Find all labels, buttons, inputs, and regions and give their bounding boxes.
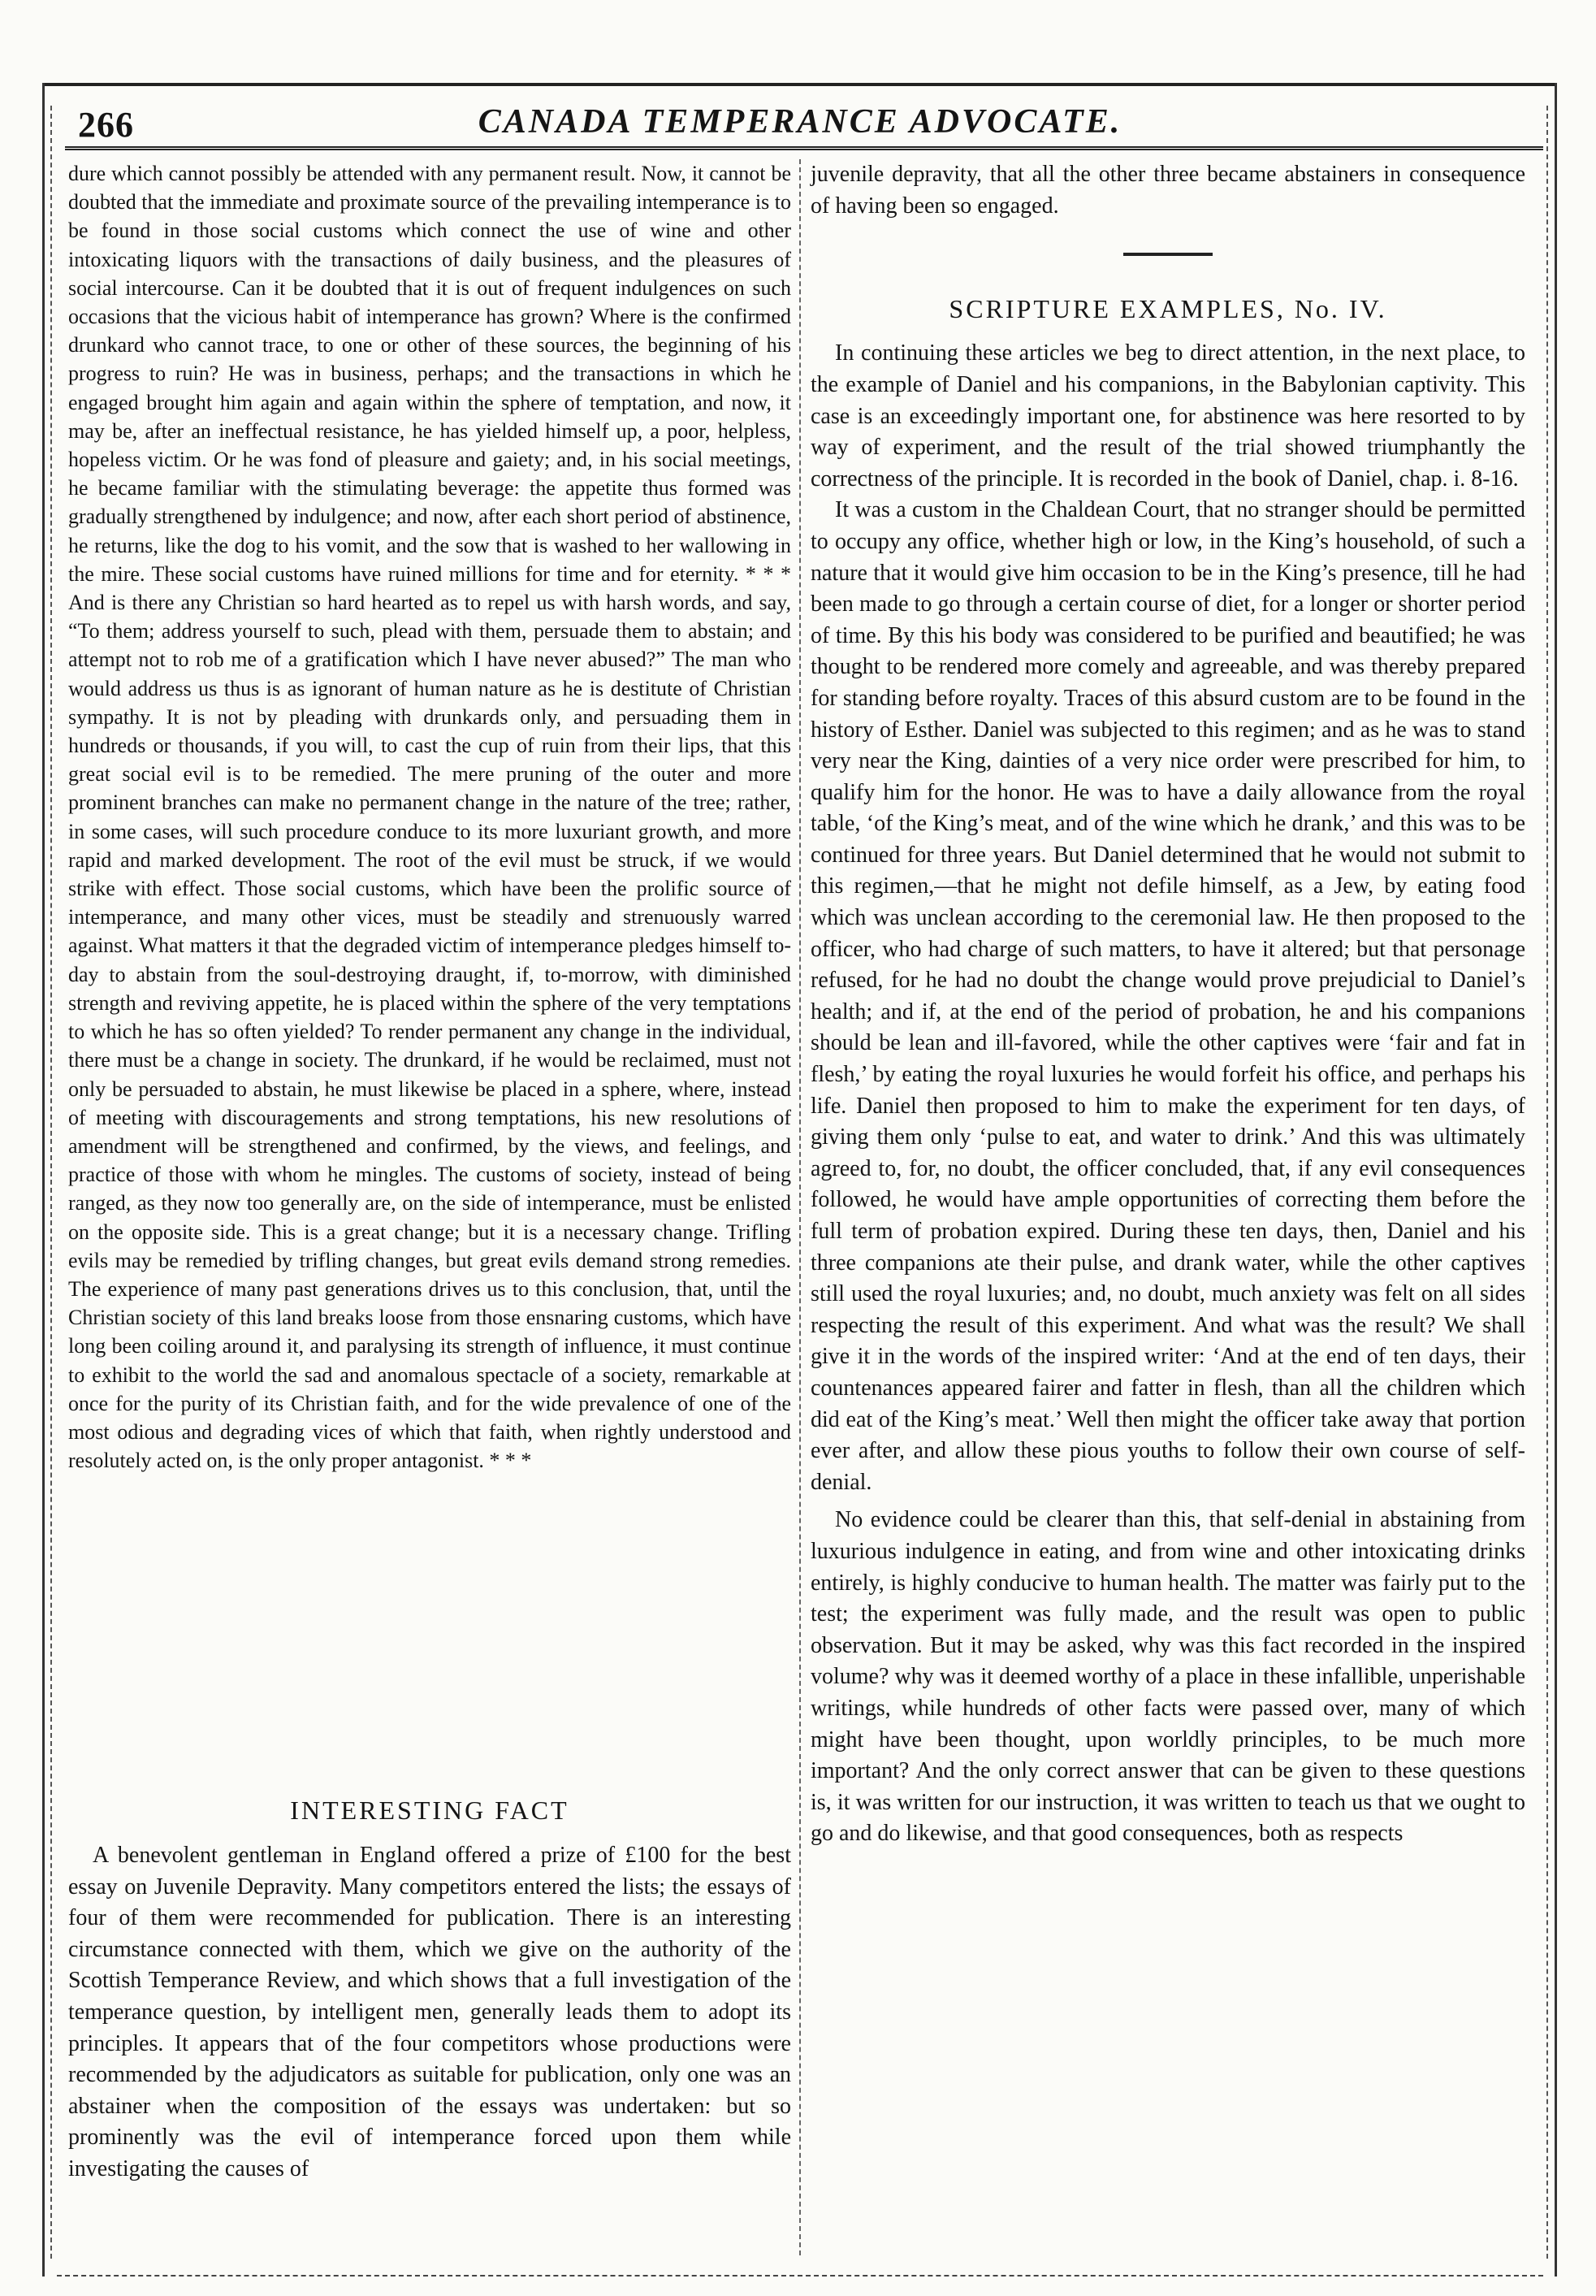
bottom-border-rule <box>57 2275 1543 2277</box>
scripture-paragraph-3: No evidence could be clearer than this, that self-denial in abstaining from luxurious indulgence in eating, and from wine and other intoxicating drinks entirely, is highly conducive to human health. The matter was fairly put to the test; the experiment was fully made, and the result was open to public observation. But it may be asked, why was this fact recorded in the inspired volume? why was it deemed worthy of a place in these infallible, unperishable writings, while hundreds of other facts were passed over, many of which might have been thought, upon worldly principles, to be much more important? And the only correct answer that can be given to these questions is, it was written for our instruction, it was written to teach us that we ought to go and do likewise, and that good consequences, both as respects <box>811 1507 1525 1847</box>
scripture-paragraph-1: In continuing these articles we beg to direct attention, in the next place, to the example of Daniel and his companions, in the Babylonian captivity. This case is an exceedingly important one, for abstinence was here resorted to by way of experiment, and the result of the trial showed triumphantly the correctness of the principle. It is recorded in the book of Daniel, chap. i. 8-16. <box>811 340 1525 492</box>
section-divider-rule <box>1123 253 1213 256</box>
masthead-title: CANADA TEMPERANCE ADVOCATE. <box>478 103 1122 141</box>
page-number: 266 <box>78 105 134 145</box>
page-header <box>65 96 1535 145</box>
right-border-rule <box>1555 83 1557 2277</box>
article-continued-text: dure which cannot possibly be attended with any permanent result. Now, it cannot be doubted that the immediate and proximate source of the prevailing intemperance is to be found in those social customs which connect the use of wine and other intoxicating liquors with the transactions of daily business, and the pleasures of social intercourse. Can it be doubted that it is out of frequent indulgences on such occasions that the vicious habit of intemperance has grown? Where is the confirmed drunkard who cannot trace, to one or other of these sources, the beginning of his progress to ruin? He was in business, perhaps; and the transactions in which he engaged brought him again and again within the sphere of temptation, and now, it may be, after an ineffectual resistance, he has yielded himself up, a poor, helpless, hopeless victim. Or he was fond of pleasure and gaiety; and, in his social meetings, he became familiar with the stimulating beverage: the appetite thus formed was gradually strengthened by indulgence; and now, after each short period of abstinence, he returns, like the dog to his vomit, and the sow that is washed to her wallowing in the mire. These social customs have ruined millions for time and for eternity. * * * And is there any Christian so hard hearted as to repel us with harsh words, and say, “To them; address yourself to such, plead with them, persuade them to abstain; and attempt not to rob me of a gratification which I have never abused?” The man who would address us thus is as ignorant of human nature as he is destitute of Christian sympathy. It is not by pleading with drunkards only, and persuading them in hundreds or thousands, if you will, to cast the cup of ruin from their lips, that this great social evil is to be remedied. The mere pruning of the outer and more prominent branches can make no permanent change in the nature of the tree; rather, in some cases, will such procedure conduce to its more luxuriant growth, and more rapid and marked development. The root of the evil must be struck, if we would strike with effect. Those social customs, which have been the prolific source of intemperance, and many other vices, must be steadily and strenuously warred against. What matters it that the degraded victim of intemperance pledges himself to-day to abstain from the soul-destroying draught, if, to-morrow, with diminished strength and reviving appetite, he is placed within the sphere of the very temptations to which he has so often yielded? To render permanent any change in the individual, there must be a change in society. The drunkard, if he would be reclaimed, must not only be persuaded to abstain, he must likewise be placed in a sphere, where, instead of meeting with discouragements and strong temptations, his new resolutions of amendment will be strengthened and confirmed, by the views, and feelings, and practice of those with whom he mingles. The customs of society, instead of being ranged, as they now too generally are, on the side of intemperance, must be enlisted on the opposite side. This is a great change; but it is a necessary change. Trifling evils may be remedied by trifling changes, but great evils demand strong remedies. The experience of many past generations drives us to this conclusion, that, until the Christian society of this land breaks loose from those ensnaring customs, which have long been coiling around it, and paralysing its strength of influence, it must continue to exhibit to the world the sad and anomalous spectacle of a society, remarkable at once for the purity of its Christian faith, and for the wide prevalence of one of the most odious and degrading vices of which that faith, when rightly understood and resolutely acted on, is the only proper antagonist. * * * <box>68 162 791 1473</box>
left-inner-border-rule <box>50 106 52 2259</box>
right-inner-border-rule <box>1546 106 1548 2259</box>
left-border-rule <box>42 83 45 2277</box>
interesting-fact-body: A benevolent gentleman in England offered a prize of £100 for the best essay on Juvenile Depravity. Many competitors entered the lists; the essays of four of them were recommended for publication. There is an interesting circumstance connected with them, which we give on the authority of the Scottish Temperance Review, and which shows that a full investigation of the temperance question, by intelligent men, generally leads them to adopt its principles. It appears that of the four competitors whose productions were recommended by the adjudicators as suitable for publication, only one was an abstainer when the composition of the essays was undertaken: but so prominently was the evil of intemperance forced upon them while investigating the causes of <box>68 1843 791 2181</box>
column-divider <box>799 159 801 2255</box>
left-column <box>68 159 791 1475</box>
juvenile-depravity-continued: juvenile depravity, that all the other three became abstainers in consequence of having been so engaged. <box>811 162 1525 219</box>
header-rule <box>65 146 1543 150</box>
interesting-fact-section <box>68 1771 791 2186</box>
scripture-paragraph-2: It was a custom in the Chaldean Court, that no stranger should be permitted to occupy any office, whether high or low, in the King’s household, of such a nature that it would give him occasion to be in the King’s presence, till he had been made to go through a certain course of diet, for a longer or shorter period of time. By this his body was considered to be purified and beautified; he was thought to be rendered more comely and agreeable, and was thereby prepared for standing before royalty. Traces of this absurd custom are to be found in the history of Esther. Daniel was subjected to this regimen; and as he was to stand very near the King, dainties of a very nice order were prescribed for him, to qualify him for the honor. He was to have a daily allowance from the royal table, ‘of the King’s meat, and of the wine which he drank,’ and this was to be continued for three years. But Daniel determined that he would not submit to this regimen,—that he might not defile himself, as a Jew, by eating food which was unclean according to the ceremonial law. He then proposed to the officer, who had charge of such matters, to have it altered; but that personage refused, for he had no doubt the change would prove prejudicial to Daniel’s health; and if, at the end of the period of probation, he and his companions should be lean and ill-favored, while the other captives were ‘fair and fat in flesh,’ by eating the royal luxuries he would forfeit his office, and perhaps his life. Daniel then proposed to him to make the experiment for ten days, of giving them only ‘pulse to eat, and water to drink.’ And this was ultimately agreed to, for, no doubt, the officer concluded, that, if any evil consequences followed, he would have ample opportunities of correcting them before the full term of probation expired. During these ten days, then, Daniel and his three companions ate their pulse, and drank water, while the other captives still used the royal luxuries; and, no doubt, much anxiety was felt on all sides respecting the result of this experiment. And what was the result? We shall give it in the words of the inspired writer: ‘And at the end of ten days, their countenances appeared fairer and fatter in flesh, than all the children which did eat of the King’s meat.’ Well then might the officer take away that portion ever after, and allow these pious youths to follow their own course of self-denial. <box>811 497 1525 1495</box>
section-title-interesting-fact: INTERESTING FACT <box>290 1796 569 1825</box>
section-title-scripture-examples: SCRIPTURE EXAMPLES, No. IV. <box>949 294 1387 324</box>
top-border-rule <box>42 83 1557 86</box>
right-column <box>811 159 1525 1850</box>
